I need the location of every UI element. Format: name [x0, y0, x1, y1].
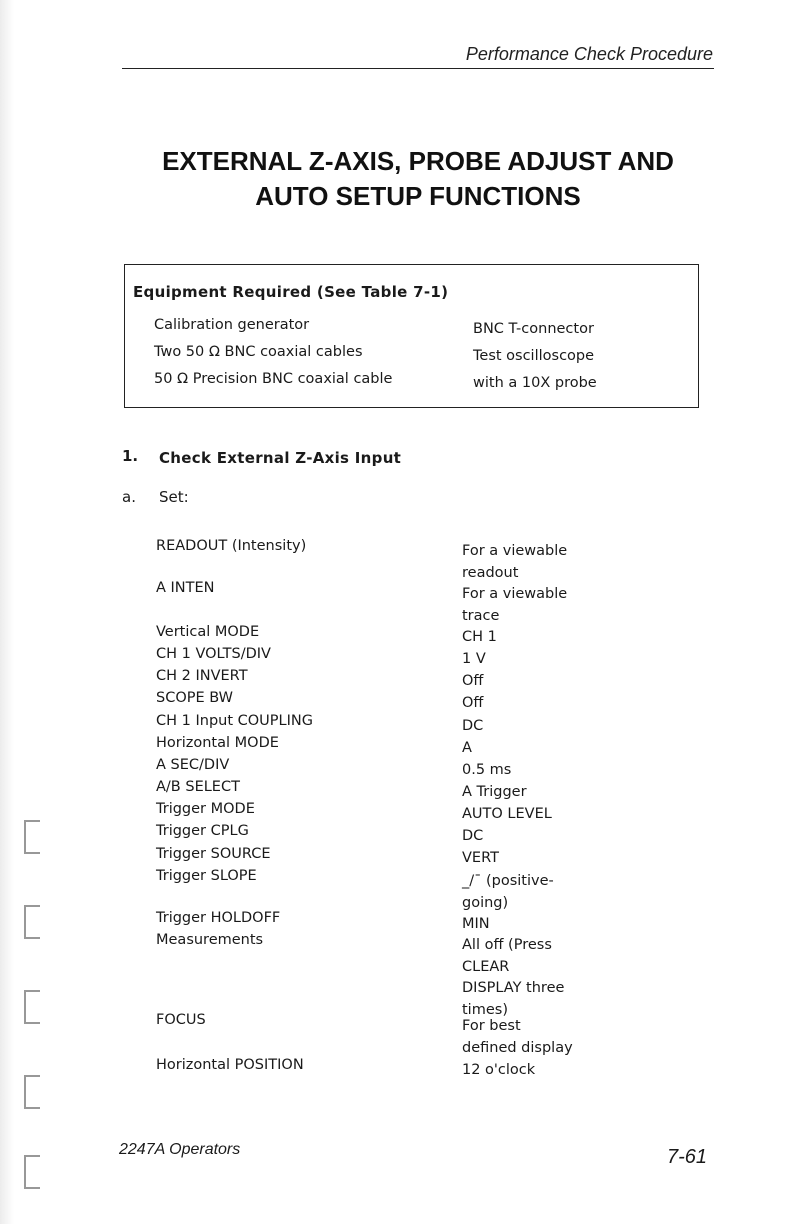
- setting-value: A: [462, 740, 472, 756]
- setting-control: A/B SELECT: [156, 779, 240, 795]
- equipment-item: Two 50 Ω BNC coaxial cables: [154, 344, 363, 360]
- binding-mark: [24, 1155, 40, 1189]
- setting-control: Measurements: [156, 932, 264, 948]
- equipment-required-box: [124, 264, 699, 408]
- page-title: [122, 144, 714, 214]
- equipment-item: 50 Ω Precision BNC coaxial cable: [154, 371, 393, 387]
- equipment-heading: Equipment Required (See Table 7-1): [133, 283, 449, 301]
- header-rule: [122, 68, 714, 69]
- setting-value: For a viewable trace: [462, 586, 568, 624]
- setting-control: READOUT (Intensity): [156, 538, 307, 554]
- setting-control: FOCUS: [156, 1012, 206, 1028]
- substep-label: a.: [122, 488, 136, 506]
- setting-control: Horizontal MODE: [156, 735, 279, 751]
- setting-value: _/¯ (positive- going): [462, 873, 554, 911]
- running-header: Performance Check Procedure: [465, 44, 713, 64]
- setting-control: SCOPE BW: [156, 690, 234, 706]
- setting-value: AUTO LEVEL: [462, 806, 552, 822]
- step-heading: Check External Z-Axis Input: [159, 449, 402, 467]
- equipment-item: with a 10X probe: [473, 375, 597, 391]
- setting-control: A SEC/DIV: [156, 757, 230, 773]
- setting-value: For a viewable readout: [462, 543, 568, 581]
- substep-text: Set:: [159, 488, 189, 506]
- setting-value: MIN: [462, 916, 490, 932]
- setting-control: A INTEN: [156, 580, 215, 596]
- setting-control: CH 2 INVERT: [156, 668, 248, 684]
- setting-control: Trigger CPLG: [156, 823, 249, 839]
- setting-control: Trigger SOURCE: [156, 846, 271, 862]
- setting-value: A Trigger: [462, 784, 527, 800]
- page-title-line-2: AUTO SETUP FUNCTIONS: [255, 181, 581, 211]
- equipment-list-left: [154, 315, 392, 396]
- setting-value: Off: [462, 673, 484, 689]
- setting-value: CH 1: [462, 629, 497, 645]
- equipment-item: Test oscilloscope: [473, 348, 595, 364]
- step-number: 1.: [122, 447, 139, 465]
- binding-mark: [24, 905, 40, 939]
- setting-value: 12 o'clock: [462, 1062, 536, 1078]
- equipment-item: Calibration generator: [154, 317, 310, 333]
- setting-control: CH 1 Input COUPLING: [156, 713, 313, 729]
- footer-manual-title: 2247A Operators: [119, 1141, 241, 1158]
- setting-control: Trigger SLOPE: [156, 868, 257, 884]
- setting-value: All off (Press CLEAR DISPLAY three times): [462, 937, 565, 1018]
- page-binding-edge: [0, 0, 50, 1224]
- binding-mark: [24, 1075, 40, 1109]
- binding-mark: [24, 820, 40, 854]
- setting-value: Off: [462, 695, 484, 711]
- binding-mark: [24, 990, 40, 1024]
- setting-control: Trigger MODE: [156, 801, 255, 817]
- setting-value: DC: [462, 828, 484, 844]
- setting-control: Horizontal POSITION: [156, 1057, 304, 1073]
- equipment-item: BNC T-connector: [473, 321, 594, 337]
- page-title-line-1: EXTERNAL Z-AXIS, PROBE ADJUST AND: [162, 146, 674, 176]
- setting-value: 1 V: [462, 651, 486, 667]
- equipment-list-right: [473, 319, 597, 400]
- page-number: 7-61: [666, 1146, 707, 1168]
- setting-value: DC: [462, 718, 484, 734]
- setting-value: For best defined display: [462, 1018, 573, 1056]
- setting-control: Trigger HOLDOFF: [156, 910, 281, 926]
- setting-control: Vertical MODE: [156, 624, 260, 640]
- setting-value: VERT: [462, 850, 499, 866]
- setting-control: CH 1 VOLTS/DIV: [156, 646, 271, 662]
- setting-value: 0.5 ms: [462, 762, 512, 778]
